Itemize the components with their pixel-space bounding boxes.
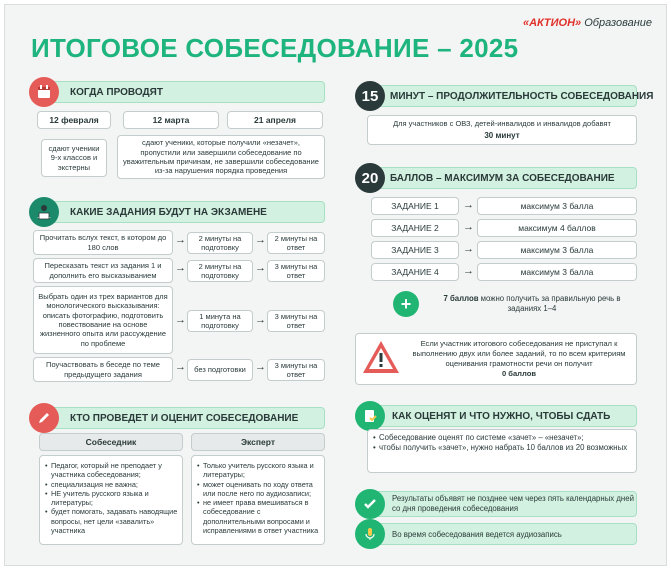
task-4-desc: Поучаствовать в беседе по теме предыдущего задания	[33, 357, 173, 382]
arrow-icon: →	[463, 265, 474, 277]
points-task-3: ЗАДАНИЕ 3	[371, 241, 459, 259]
warning-text: Если участник итогового собеседования не приступал к выполнению двух или более заданий, то по всем критериям оценивания грамотности речи он получит	[412, 339, 626, 368]
task-1-answer: 2 минуты на ответ	[267, 232, 325, 254]
task-4-prep: без подготовки	[187, 359, 253, 381]
points-max-4: максимум 3 балла	[477, 263, 637, 281]
arrow-icon: →	[255, 361, 266, 373]
date-1: 12 февраля	[37, 111, 111, 129]
calendar-icon	[29, 77, 59, 107]
grading-heading: КАК ОЦЕНЯТ И ЧТО НУЖНО, ЧТОБЫ СДАТЬ	[361, 405, 637, 427]
when-retake-desc: сдают ученики, которые получили «незачет», пропустили или завершили собеседование по уважительным причинам, не завершили собеседование из-за нарушения порядка проведения	[117, 135, 325, 179]
list-item: • Педагог, который не преподает у участника собеседования;	[45, 461, 179, 480]
duration-note-box	[367, 115, 637, 145]
task-2-prep: 2 минуты на подготовку	[187, 260, 253, 282]
task-3-desc: Выбрать один из трех вариантов для монологического высказывания: описать фотографию, подготовить повествование на основе жизненного опыта или рассуждение по проблеме	[33, 286, 173, 354]
who-heading: КТО ПРОВЕДЕТ И ОЦЕНИТ СОБЕСЕДОВАНИЕ	[35, 407, 325, 429]
points-max-1: максимум 3 балла	[477, 197, 637, 215]
brand-text: Образование	[584, 17, 652, 29]
arrow-icon: →	[255, 234, 266, 246]
points-heading: БАЛЛОВ – МАКСИМУМ ЗА СОБЕСЕДОВАНИЕ	[361, 167, 637, 189]
points-max-2: максимум 4 баллов	[477, 219, 637, 237]
list-item: • НЕ учитель русского языка и литературы;	[45, 489, 179, 508]
expert-title: Эксперт	[191, 433, 325, 451]
arrow-icon: →	[463, 243, 474, 255]
list-item: • Собеседование оценят по системе «зачет» – «незачет»;	[373, 433, 629, 443]
results-text: Результаты объявят не позднее чем через пять календарных дней со дня проведения собеседования	[361, 491, 637, 517]
duration-extra: 30 минут	[484, 131, 520, 141]
list-item: • будет помогать, задавать наводящие вопросы, нет цели «завалить» участника	[45, 507, 179, 535]
brand	[523, 17, 652, 29]
bonus-text	[427, 294, 637, 314]
date-2: 12 марта	[123, 111, 219, 129]
points-task-1: ЗАДАНИЕ 1	[371, 197, 459, 215]
task-3-prep: 1 минута на подготовку	[187, 310, 253, 332]
plus-icon: +	[393, 291, 419, 317]
points-max-3: максимум 3 балла	[477, 241, 637, 259]
list-item: • специализация не важна;	[45, 480, 179, 489]
tasks-heading: КАКИЕ ЗАДАНИЯ БУДУТ НА ЭКЗАМЕНЕ	[35, 201, 325, 223]
warning-icon	[361, 339, 401, 375]
points-task-4: ЗАДАНИЕ 4	[371, 263, 459, 281]
brand-logo: «АКТИОН»	[522, 17, 582, 29]
task-4-answer: 3 минуты на ответ	[267, 359, 325, 381]
arrow-icon: →	[175, 314, 186, 326]
list-item: • не имеет права вмешиваться в собеседование с дополнительными вопросами и исправлениями в ответ участника	[197, 498, 321, 535]
when-heading: КОГДА ПРОВОДЯТ	[35, 81, 325, 103]
when-first-desc: сдают ученики 9-х классов и экстерны	[41, 139, 107, 177]
warning-text-block	[405, 339, 633, 378]
expert-list	[197, 461, 321, 535]
audio-text: Во время собеседования ведется аудиозапись	[361, 523, 637, 545]
list-item: • чтобы получить «зачет», нужно набрать 10 баллов из 20 возможных	[373, 443, 629, 453]
task-1-desc: Прочитать вслух текст, в котором до 180 слов	[33, 230, 173, 255]
interviewer-title: Собеседник	[39, 433, 183, 451]
document-check-icon	[355, 401, 385, 431]
bonus-bold: 7 баллов	[443, 294, 479, 303]
infographic-page	[4, 4, 667, 566]
checkmark-icon	[355, 489, 385, 519]
arrow-icon: →	[175, 234, 186, 246]
arrow-icon: →	[175, 361, 186, 373]
points-task-2: ЗАДАНИЕ 2	[371, 219, 459, 237]
arrow-icon: →	[255, 262, 266, 274]
arrow-icon: →	[255, 314, 266, 326]
page-title: ИТОГОВОЕ СОБЕСЕДОВАНИЕ – 2025	[31, 33, 519, 63]
list-item: • Только учитель русского языка и литературы;	[197, 461, 321, 480]
date-3: 21 апреля	[227, 111, 323, 129]
pencil-icon	[29, 403, 59, 433]
arrow-icon: →	[463, 221, 474, 233]
grading-list	[373, 433, 629, 453]
reading-icon	[29, 197, 59, 227]
task-1-prep: 2 минуты на подготовку	[187, 232, 253, 254]
arrow-icon: →	[175, 262, 186, 274]
task-2-answer: 3 минуты на ответ	[267, 260, 325, 282]
bonus-desc: можно получить за правильную речь в заданиях 1–4	[480, 294, 621, 314]
arrow-icon: →	[463, 199, 474, 211]
list-item: • может оценивать по ходу ответа или после него по аудиозаписи;	[197, 480, 321, 499]
task-3-answer: 3 минуты на ответ	[267, 310, 325, 332]
points-number: 20	[355, 163, 385, 193]
task-2-desc: Пересказать текст из задания 1 и дополнить его высказыванием	[33, 258, 173, 283]
duration-note: Для участников с ОВЗ, детей-инвалидов и инвалидов добавят	[393, 118, 611, 128]
interviewer-list	[45, 461, 179, 535]
duration-heading: МИНУТ – ПРОДОЛЖИТЕЛЬНОСТЬ СОБЕСЕДОВАНИЯ	[361, 85, 637, 107]
microphone-icon	[355, 519, 385, 549]
warning-result: 0 баллов	[501, 368, 537, 378]
duration-number: 15	[355, 81, 385, 111]
